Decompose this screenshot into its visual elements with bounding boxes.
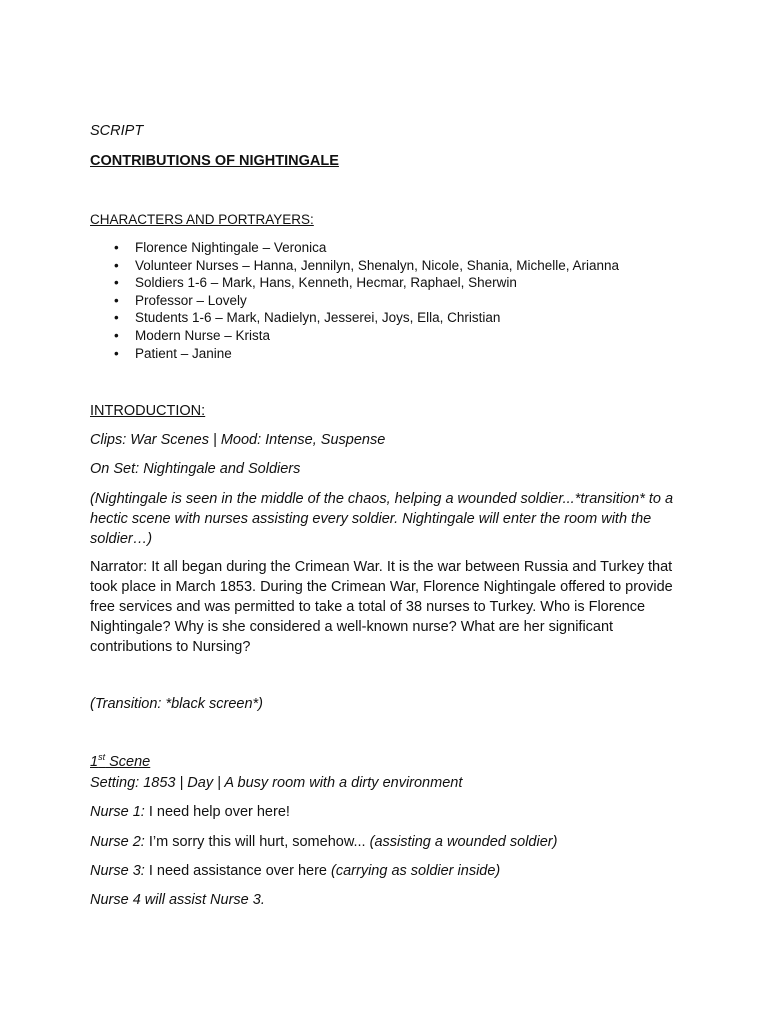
dialogue-line: Nurse 1: I need help over here! — [90, 804, 290, 820]
on-set-line: On Set: Nightingale and Soldiers — [90, 461, 301, 477]
scene-setting: Setting: 1853 | Day | A busy room with a dirty environment — [90, 775, 463, 791]
scene-heading: 1st Scene — [90, 752, 151, 770]
list-item: • Modern Nurse – Krista — [114, 327, 271, 343]
narrator-line: Narrator: It all began during the Crimean War. It is the war between Russia and Turkey that took place in March 1853. During the Crimean War, Florence Nightingale offered to provide free services and was permitted to take a total of 38 nurses to Turkey. Who is Florence Nightingale? Why is she considered a well-known nurse? What are her significant contributions to Nursing? — [90, 559, 673, 655]
scene-closing-direction: Nurse 4 will assist Nurse 3. — [90, 892, 265, 908]
list-item: • Patient – Janine — [114, 345, 232, 361]
list-item: • Students 1-6 – Mark, Nadielyn, Jesserei, Joys, Ella, Christian — [114, 310, 501, 326]
transition-line: (Transition: *black screen*) — [90, 696, 263, 712]
bullet-icon: • — [114, 310, 119, 326]
list-item: • Professor – Lovely — [114, 292, 247, 308]
bullet-icon: • — [114, 292, 119, 308]
dialogue-line: Nurse 3: I need assistance over here (carrying as soldier inside) — [90, 863, 501, 879]
clips-line: Clips: War Scenes | Mood: Intense, Suspense — [90, 432, 386, 448]
characters-heading: CHARACTERS AND PORTRAYERS: — [90, 212, 314, 227]
bullet-icon: • — [114, 275, 119, 291]
list-item: • Volunteer Nurses – Hanna, Jennilyn, Shenalyn, Nicole, Shania, Michelle, Arianna — [114, 257, 620, 273]
introduction-heading: INTRODUCTION: — [90, 403, 206, 419]
bullet-icon: • — [114, 240, 119, 255]
list-item: • Soldiers 1-6 – Mark, Hans, Kenneth, Hecmar, Raphael, Sherwin — [114, 275, 517, 291]
characters-list — [90, 239, 619, 362]
bullet-icon: • — [114, 257, 119, 273]
script-heading: SCRIPT — [90, 123, 144, 139]
dialogue-line: Nurse 2: I’m sorry this will hurt, somehow... (assisting a wounded soldier) — [90, 834, 558, 850]
list-item: • Florence Nightingale – Veronica — [114, 240, 327, 255]
bullet-icon: • — [114, 327, 119, 343]
document-title: CONTRIBUTIONS OF NIGHTINGALE — [90, 153, 339, 169]
stage-direction: (Nightingale is seen in the middle of the chaos, helping a wounded soldier...*transition* to a hectic scene with nurses assisting every soldier. Nightingale will enter the room with the soldier…) — [90, 491, 674, 547]
bullet-icon: • — [114, 345, 119, 361]
